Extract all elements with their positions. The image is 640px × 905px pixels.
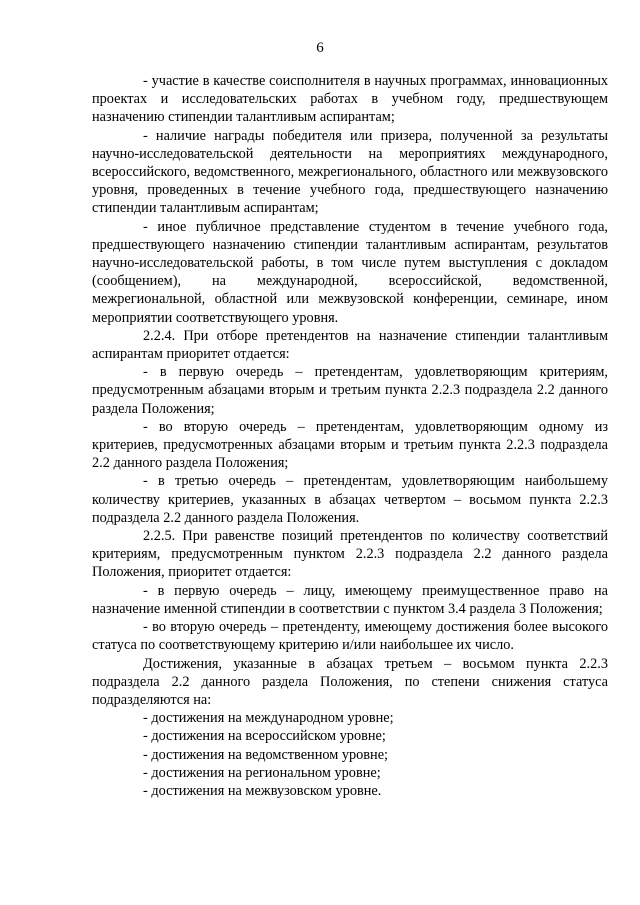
paragraph-priority-second: - во вторую очередь – претендентам, удовлетворяющим одному из критериев, предусмотренных абзацами вторым и третьим пункта 2.2.3 подраздела 2.2 данного раздела Положения; <box>92 418 608 472</box>
list-item-all-russian: - достижения на всероссийском уровне; <box>143 728 386 745</box>
page-number: 6 <box>316 40 324 56</box>
paragraph-award: - наличие награды победителя или призера, полученной за результаты научно-исследовательской деятельности на мероприятиях международного, всероссийского, ведомственного, межрегионального, областного или межвузовского уровня, проведенных в течение учебного года, предшествующего назначению стипендии талантливым аспирантам; <box>92 127 608 217</box>
list-item-regional: - достижения на региональном уровне; <box>143 764 381 781</box>
paragraph-priority-third: - в третью очередь – претендентам, удовлетворяющим наибольшему количеству критериев, указанных в абзацах четвертом – восьмом пункта 2.2.3 подраздела 2.2 данного раздела Положения. <box>92 473 608 526</box>
paragraph-equal-second: - во вторую очередь – претенденту, имеющему достижения более высокого статуса по соответствующему критерию и/или наибольшее их число. <box>92 619 608 654</box>
paragraph-equal-first: - в первую очередь – лицу, имеющему преимущественное право на назначение именной стипендии в соответствии с пунктом 3.4 раздела 3 Положения; <box>92 582 608 617</box>
list-item-departmental: - достижения на ведомственном уровне; <box>143 746 389 763</box>
paragraph-clause-2-2-4: 2.2.4. При отборе претендентов на назначение стипендии талантливым аспирантам приоритет отдается: <box>92 327 608 363</box>
paragraph-achievements-intro: Достижения, указанные в абзацах третьем – восьмом пункта 2.2.3 подраздела 2.2 данного раздела Положения, по степени снижения статуса подразделяются на: <box>92 655 608 708</box>
list-item-international: - достижения на международном уровне; <box>143 710 394 727</box>
document-body <box>92 72 608 800</box>
list-item-interuniversity: - достижения на межвузовском уровне. <box>143 782 382 799</box>
paragraph-priority-first: - в первую очередь – претендентам, удовлетворяющим критериям, предусмотренным абзацами вторым и третьим пункта 2.2.3 подраздела 2.2 данного раздела Положения; <box>92 364 608 417</box>
paragraph-participation: - участие в качестве соисполнителя в научных программах, инновационных проектах и исследовательских работах в учебном году, предшествующем назначению стипендии талантливым аспирантам; <box>92 73 608 126</box>
paragraph-clause-2-2-5: 2.2.5. При равенстве позиций претендентов по количеству соответствий критериям, предусмотренным пунктом 2.2.3 подраздела 2.2 данного раздела Положения, приоритет отдается: <box>92 528 608 581</box>
paragraph-public-presentation: - иное публичное представление студентом в течение учебного года, предшествующего назначению стипендии талантливым аспирантам, результатов научно-исследовательской работы, в том числе путем выступления с докладом (сообщением), на международной, всероссийской, ведомственной, межрегиональной, областной или межвузовской конференции, семинаре, ином мероприятии соответствующего уровня. <box>92 218 608 326</box>
